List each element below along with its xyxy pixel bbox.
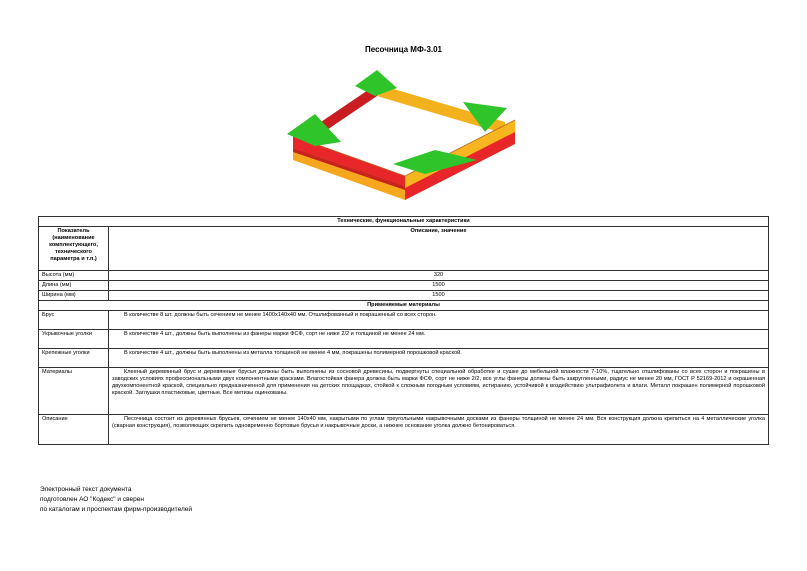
param-name: Ширина (мм) — [39, 291, 109, 301]
material-description: В количестве 8 шт. должны быть сечением не менее 1400х140х40 мм. Отшлифованный и покрашенный со всех сторон. — [109, 311, 769, 330]
material-description: Клееный деревянный брус и деревянные брусья должны быть выполнены из сосновой древесины, подвергнуты специальной обработке и сушке до мебельной влажности 7-10%, тщательно отшлифованы со всех сторон и покрашены в заводских условиях профессиональными двух компонентными красками. Влагостойкая фанера должна быть марки ФСФ, сорт не ниже 2/2, все углы фанеры должны быть закругленными, радиус не менее 20 мм, ГОСТ Р 52169-2012 и окрашенная двухкомпонентной краской, специально предназначенной для применения на детских площадках, стойкой к сложным погодным условиям, истиранию, устойчивой к воздействию ультрафиолета и влаги. Металл покрашен полимерной порошковой краской. Заглушки пластиковые, цветные. Все метизы оцинкованы. — [109, 368, 769, 415]
material-name: Крепежные уголки — [39, 349, 109, 368]
page-title: Песочница МФ-3.01 — [364, 45, 443, 54]
footer-line: Электронный текст документа — [40, 486, 132, 493]
spec-table — [38, 216, 769, 445]
section-header: Технические, функциональные характеристики — [39, 217, 769, 227]
footer-note — [40, 485, 192, 515]
material-name: Брус — [39, 311, 109, 330]
material-name: Материалы — [39, 368, 109, 415]
material-name: Описание — [39, 415, 109, 445]
material-description: В количестве 4 шт., должны быть выполнены из фанеры марки ФСФ, сорт не ниже 2/2 и толщиной не менее 24 мм. — [109, 330, 769, 349]
column-header: Показатель (наименование комплектующего, технического параметра и т.п.) — [39, 227, 109, 271]
param-name: Длина (мм) — [39, 281, 109, 291]
footer-line: по каталогам и проспектам фирм-производителей — [40, 506, 193, 513]
material-description: Песочница состоит из деревянных брусьев, сечением не менее 140х40 мм, накрытыми по углам треугольными накрывочными досками из фанеры толщиной не менее 24 мм. Вся конструкция должна крепиться на 4 металлические уголка (сварная конструкция), позволяющих скрепить одновременно бортовые брусья и накрывочные доски, а нижнее основание уголка должно бетонироваться. — [109, 415, 769, 445]
param-name: Высота (мм) — [39, 271, 109, 281]
material-description: В количестве 4 шт., должны быть выполнены из металла толщиной не менее 4 мм, покрашены полимерной порошковой краской. — [109, 349, 769, 368]
section-header: Применяемые материалы — [39, 301, 769, 311]
param-value: 1500 — [109, 291, 769, 301]
sandbox-illustration — [285, 64, 525, 204]
footer-line: подготовлен АО "Кодекс" и сверен — [40, 496, 144, 503]
column-header: Описание, значение — [109, 227, 769, 271]
material-name: Укрывочные уголки — [39, 330, 109, 349]
param-value: 1500 — [109, 281, 769, 291]
param-value: 320 — [109, 271, 769, 281]
